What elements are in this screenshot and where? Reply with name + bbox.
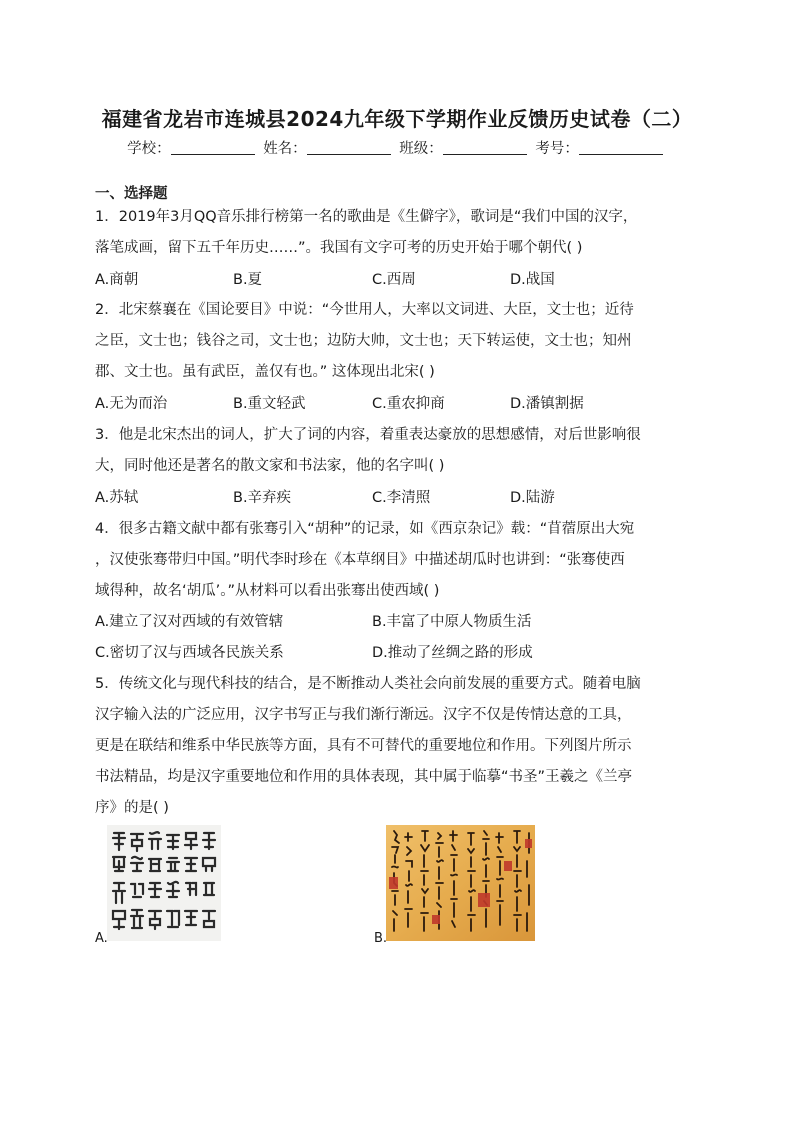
q1-option-b[interactable]: B.夏 — [233, 272, 263, 288]
question-1-line-2: 落笔成画，留下五千年历史……”。我国有文字可考的历史开始于哪个朝代( ) — [95, 240, 583, 256]
q2-option-a[interactable]: A.无为而治 — [95, 396, 168, 412]
name-blank[interactable] — [307, 140, 391, 155]
question-1-line-1: 1．2019年3月QQ音乐排行榜第一名的歌曲是《生僻字》，歌词是“我们中国的汉字， — [95, 209, 638, 225]
question-5-line-1: 5．传统文化与现代科技的结合，是不断推动人类社会向前发展的重要方式。随着电脑 — [95, 676, 641, 692]
q3-option-b[interactable]: B.辛弃疾 — [233, 490, 292, 506]
q4-option-b[interactable]: B.丰富了中原人物质生活 — [372, 614, 532, 630]
question-4-line-2: ，汉使张骞带归中国。”明代李时珍在《本草纲目》中描述胡瓜时也讲到：“张骞使西 — [95, 552, 625, 568]
q2-option-c[interactable]: C.重农抑商 — [372, 396, 445, 412]
class-label: 班级： — [399, 141, 443, 157]
image-option-a-label[interactable]: A. — [95, 931, 108, 946]
seal-script-calligraphy-image[interactable] — [107, 825, 221, 941]
number-blank[interactable] — [579, 140, 663, 155]
q4-option-d[interactable]: D.推动了丝绸之路的形成 — [372, 645, 533, 661]
school-blank[interactable] — [171, 140, 255, 155]
page-title: 福建省龙岩市连城县2024九年级下学期作业反馈历史试卷（二） — [101, 107, 693, 131]
q1-option-a[interactable]: A.商朝 — [95, 272, 139, 288]
q1-option-d[interactable]: D.战国 — [510, 272, 555, 288]
student-info — [0, 137, 794, 158]
q3-option-a[interactable]: A.苏轼 — [95, 490, 139, 506]
class-blank[interactable] — [443, 140, 527, 155]
q4-option-a[interactable]: A.建立了汉对西域的有效管辖 — [95, 614, 284, 630]
question-3-line-2: 大，同时他还是著名的散文家和书法家，他的名字叫( ) — [95, 458, 445, 474]
question-5-line-3: 更是在联结和维系中华民族等方面，具有不可替代的重要地位和作用。下列图片所示 — [95, 738, 632, 754]
question-5-line-5: 序》的是( ) — [95, 800, 169, 816]
q4-option-c[interactable]: C.密切了汉与西域各民族关系 — [95, 645, 284, 661]
q3-option-c[interactable]: C.李清照 — [372, 490, 431, 506]
question-4-line-1: 4．很多古籍文献中都有张骞引入“胡种”的记录，如《西京杂记》载：“苜蓿原出大宛 — [95, 521, 635, 537]
q1-option-c[interactable]: C.西周 — [372, 272, 416, 288]
image-option-b-label[interactable]: B. — [374, 931, 388, 946]
question-5-line-4: 书法精品，均是汉字重要地位和作用的具体表现，其中属于临摹“书圣”王羲之《兰亭 — [95, 769, 633, 785]
q2-option-b[interactable]: B.重文轻武 — [233, 396, 306, 412]
question-2-line-1: 2．北宋蔡襄在《国论要目》中说：“今世用人，大率以文词进、大臣，文士也；近待 — [95, 302, 634, 318]
question-2-line-3: 郡、文士也。虽有武臣，盖仅有也。” 这体现出北宋( ) — [95, 364, 435, 380]
q3-option-d[interactable]: D.陆游 — [510, 490, 555, 506]
name-label: 姓名： — [263, 141, 307, 157]
question-2-line-2: 之臣，文士也；钱谷之司，文士也；边防大帅，文士也；天下转运使，文士也；知州 — [95, 333, 632, 349]
section-heading: 一、选择题 — [95, 186, 168, 202]
question-3-line-1: 3．他是北宋杰出的词人，扩大了词的内容，着重表达豪放的思想感情，对后世影响很 — [95, 427, 641, 443]
q2-option-d[interactable]: D.潘镇割据 — [510, 396, 584, 412]
number-label: 考号： — [535, 141, 579, 157]
school-label: 学校： — [127, 141, 171, 157]
question-4-line-3: 域得种，故名‘胡瓜’。”从材料可以看出张骞出使西域( ) — [95, 583, 440, 599]
lanting-calligraphy-scroll-image[interactable] — [386, 825, 535, 941]
question-5-line-2: 汉字输入法的广泛应用，汉字书写正与我们渐行渐远。汉字不仅是传情达意的工具， — [95, 707, 632, 723]
